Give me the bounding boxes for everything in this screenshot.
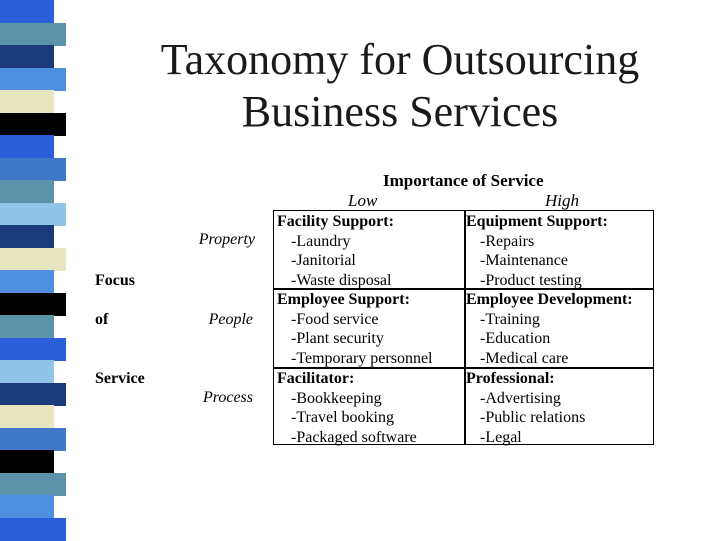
cell-item: -Packaged software bbox=[291, 428, 417, 446]
row-label-process: Process bbox=[202, 389, 253, 406]
stripe-block bbox=[0, 113, 66, 136]
cell-heading: Facility Support: bbox=[277, 213, 394, 230]
high-label: High bbox=[545, 191, 579, 210]
cell-item: -Plant security bbox=[291, 330, 384, 347]
cell-item: -Training bbox=[480, 310, 540, 328]
cell-item: -Medical care bbox=[480, 349, 569, 367]
stripe-block bbox=[0, 135, 54, 158]
stripe-block bbox=[0, 225, 54, 248]
stripe-block bbox=[0, 338, 66, 361]
stripe-block bbox=[0, 0, 54, 23]
stripe-block bbox=[0, 450, 54, 473]
stripe-block bbox=[0, 248, 66, 271]
cell-item: -Bookkeeping bbox=[291, 389, 382, 407]
cell-item: -Public relations bbox=[480, 409, 586, 426]
cell-item: -Temporary personnel bbox=[291, 349, 433, 367]
low-label: Low bbox=[348, 191, 378, 210]
stripe-block bbox=[0, 405, 54, 428]
of-label: of bbox=[95, 311, 109, 328]
stripe-block bbox=[0, 203, 66, 226]
cell-item: -Food service bbox=[291, 310, 379, 328]
cell-heading: Facilitator: bbox=[277, 370, 355, 387]
cell-employee-development bbox=[466, 290, 633, 368]
cell-item: -Advertising bbox=[480, 389, 561, 407]
importance-header: Importance of Service bbox=[383, 171, 544, 190]
stripe-block bbox=[0, 428, 66, 451]
cell-facility-support bbox=[277, 212, 394, 290]
stripe-block bbox=[0, 158, 66, 181]
cell-item: -Waste disposal bbox=[291, 271, 392, 289]
cell-heading: Professional: bbox=[466, 370, 555, 387]
row-label-property: Property bbox=[198, 231, 255, 248]
row-label-people: People bbox=[208, 311, 253, 328]
stripe-block bbox=[0, 23, 66, 46]
cell-item: -Travel booking bbox=[291, 409, 394, 426]
cell-heading: Employee Support: bbox=[277, 291, 410, 308]
cell-item: -Laundry bbox=[291, 232, 351, 250]
stripe-block bbox=[0, 90, 54, 113]
cell-item: -Education bbox=[480, 330, 551, 347]
cell-heading: Employee Development: bbox=[466, 291, 633, 308]
cell-item: -Repairs bbox=[480, 232, 535, 250]
stripe-block bbox=[0, 518, 66, 541]
taxonomy-grid bbox=[273, 210, 654, 445]
stripe-block bbox=[0, 473, 66, 496]
service-label: Service bbox=[95, 370, 145, 387]
cell-employee-support bbox=[277, 290, 433, 368]
cell-facilitator bbox=[277, 369, 417, 447]
slide-title: Taxonomy for Outsourcing Business Services bbox=[160, 35, 640, 136]
cell-item: -Maintenance bbox=[480, 252, 568, 269]
cell-equipment-support bbox=[466, 212, 608, 290]
stripe-block bbox=[0, 45, 54, 68]
stripe-block bbox=[0, 495, 54, 518]
cell-item: -Product testing bbox=[480, 271, 582, 289]
stripe-block bbox=[0, 68, 66, 91]
decorative-stripe bbox=[0, 0, 66, 540]
cell-professional bbox=[466, 369, 585, 447]
stripe-block bbox=[0, 360, 54, 383]
cell-item: -Legal bbox=[480, 428, 522, 446]
stripe-block bbox=[0, 293, 66, 316]
stripe-block bbox=[0, 383, 66, 406]
stripe-block bbox=[0, 270, 54, 293]
focus-label: Focus bbox=[95, 272, 135, 289]
cell-item: -Janitorial bbox=[291, 252, 356, 269]
cell-heading: Equipment Support: bbox=[466, 213, 608, 230]
stripe-block bbox=[0, 315, 54, 338]
stripe-block bbox=[0, 180, 54, 203]
